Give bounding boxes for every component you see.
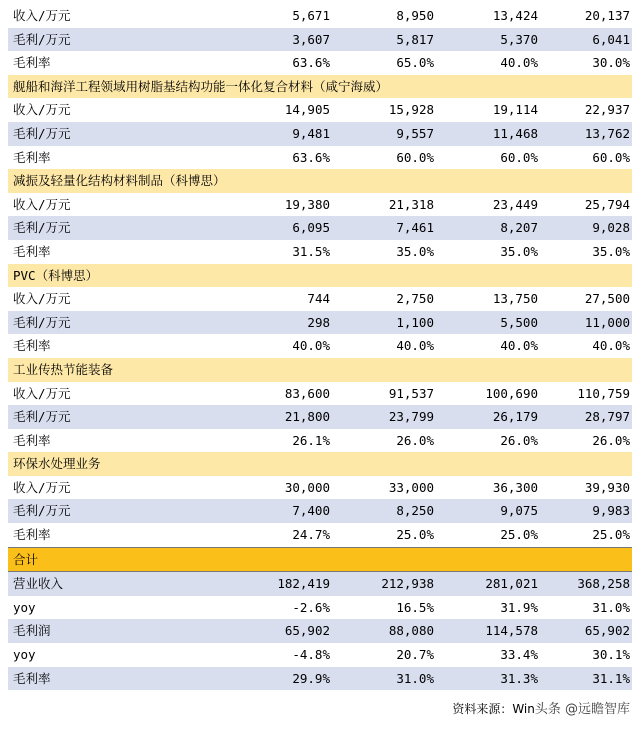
cell-value: 30.1% xyxy=(592,647,630,663)
cell-value: 2,750 xyxy=(396,291,434,307)
section-header-row xyxy=(8,75,632,99)
cell-value: 7,400 xyxy=(292,503,330,519)
cell-value: 19,114 xyxy=(492,102,538,118)
cell-value: 21,318 xyxy=(388,196,434,212)
cell-value: 83,600 xyxy=(284,385,330,401)
cell-value: 14,905 xyxy=(284,102,330,118)
cell-value: 60.0% xyxy=(500,149,538,165)
cell-value: 65,902 xyxy=(584,623,630,639)
cell-value: 65,902 xyxy=(284,623,330,639)
cell-value: 7,461 xyxy=(396,220,434,236)
row-label: 收入/万元 xyxy=(13,8,71,23)
cell-value: 35.0% xyxy=(592,243,630,259)
source-text: 资料来源：Win xyxy=(452,702,535,716)
cell-value: 26.0% xyxy=(592,432,630,448)
cell-value: 281,021 xyxy=(485,576,538,592)
cell-value: 26,179 xyxy=(492,409,538,425)
cell-value: 31.1% xyxy=(592,670,630,686)
cell-value: 26.0% xyxy=(396,432,434,448)
cell-value: 25.0% xyxy=(592,527,630,543)
row-label: 收入/万元 xyxy=(13,291,71,307)
section-header-row xyxy=(8,358,632,382)
cell-value: 30,000 xyxy=(284,479,330,495)
cell-value: 27,500 xyxy=(584,291,630,307)
cell-value: 63.6% xyxy=(292,149,330,165)
watermark: 头条 @远瞻智库 xyxy=(534,702,630,717)
table-row xyxy=(8,571,632,596)
cell-value: 40.0% xyxy=(292,338,330,354)
cell-value: 31.9% xyxy=(500,599,538,615)
row-label: 工业传热节能装备 xyxy=(13,361,114,377)
table-row xyxy=(8,98,632,122)
cell-value: 20,137 xyxy=(584,8,630,23)
table-row xyxy=(8,382,632,406)
row-label: 毛利润 xyxy=(13,623,51,639)
financial-table xyxy=(8,4,632,690)
cell-value: 29.9% xyxy=(292,670,330,686)
table-row xyxy=(8,429,632,453)
table-row xyxy=(8,334,632,358)
cell-value: 25.0% xyxy=(396,527,434,543)
cell-value: 33,000 xyxy=(388,479,434,495)
table-row xyxy=(8,619,632,643)
table-row xyxy=(8,476,632,500)
cell-value: 21,800 xyxy=(284,409,330,425)
cell-value: 40.0% xyxy=(500,55,538,71)
row-label: 毛利/万元 xyxy=(13,220,71,236)
table-row xyxy=(8,499,632,523)
cell-value: 36,300 xyxy=(492,479,538,495)
table-row xyxy=(8,667,632,691)
row-label: 毛利/万元 xyxy=(13,314,71,330)
table-row xyxy=(8,405,632,429)
cell-value: 5,500 xyxy=(500,314,538,330)
row-label: 毛利率 xyxy=(13,149,51,165)
cell-value: 9,075 xyxy=(500,503,538,519)
cell-value: 91,537 xyxy=(388,385,434,401)
cell-value: 9,028 xyxy=(592,220,630,236)
cell-value: 39,930 xyxy=(584,479,630,495)
cell-value: 11,468 xyxy=(492,125,538,141)
row-label: yoy xyxy=(13,647,36,663)
row-label: 毛利/万元 xyxy=(13,503,71,519)
row-label: 毛利率 xyxy=(13,670,51,686)
table-row xyxy=(8,311,632,335)
section-header-row xyxy=(8,169,632,193)
cell-value: 23,799 xyxy=(388,409,434,425)
cell-value: 60.0% xyxy=(396,149,434,165)
table-row xyxy=(8,287,632,311)
cell-value: -2.6% xyxy=(292,599,330,615)
row-label: 毛利率 xyxy=(13,338,51,354)
cell-value: 65.0% xyxy=(396,55,434,71)
row-label: 毛利/万元 xyxy=(13,31,71,47)
cell-value: 15,928 xyxy=(388,102,434,118)
cell-value: 31.5% xyxy=(292,243,330,259)
row-label: 毛利率 xyxy=(13,243,51,259)
table-row xyxy=(8,643,632,667)
row-label: 收入/万元 xyxy=(13,385,71,401)
table-row xyxy=(8,523,632,547)
cell-value: 16.5% xyxy=(396,599,434,615)
row-label: 舰船和海洋工程领域用树脂基结构功能一体化复合材料（咸宁海威） xyxy=(13,78,389,94)
row-label: 毛利/万元 xyxy=(13,125,71,141)
row-label: 合计 xyxy=(13,551,39,567)
table-row xyxy=(8,51,632,75)
cell-value: 20.7% xyxy=(396,647,434,663)
cell-value: 8,950 xyxy=(396,8,434,23)
table-row xyxy=(8,28,632,52)
cell-value: 13,762 xyxy=(584,125,630,141)
row-label: 毛利率 xyxy=(13,432,51,448)
cell-value: 9,557 xyxy=(396,125,434,141)
cell-value: 368,258 xyxy=(577,576,630,592)
cell-value: 22,937 xyxy=(584,102,630,118)
cell-value: 11,000 xyxy=(584,314,630,330)
cell-value: 35.0% xyxy=(500,243,538,259)
cell-value: 1,100 xyxy=(396,314,434,330)
row-label: 收入/万元 xyxy=(13,102,71,118)
row-label: 环保水处理业务 xyxy=(13,456,101,472)
cell-value: 31.3% xyxy=(500,670,538,686)
cell-value: 13,750 xyxy=(492,291,538,307)
cell-value: 5,817 xyxy=(396,31,434,47)
row-label: 收入/万元 xyxy=(13,196,71,212)
table-row xyxy=(8,193,632,217)
cell-value: 28,797 xyxy=(584,409,630,425)
cell-value: 182,419 xyxy=(277,576,330,592)
cell-value: 40.0% xyxy=(592,338,630,354)
table-row xyxy=(8,4,632,28)
cell-value: 9,983 xyxy=(592,503,630,519)
table-row xyxy=(8,596,632,620)
cell-value: 33.4% xyxy=(500,647,538,663)
cell-value: 9,481 xyxy=(292,125,330,141)
row-label: 减振及轻量化结构材料制品（科博思） xyxy=(13,173,226,189)
row-label: 毛利率 xyxy=(13,527,51,543)
cell-value: 298 xyxy=(307,314,330,330)
cell-value: 40.0% xyxy=(396,338,434,354)
cell-value: 114,578 xyxy=(485,623,538,639)
cell-value: 24.7% xyxy=(292,527,330,543)
cell-value: 6,095 xyxy=(292,220,330,236)
section-header-row xyxy=(8,452,632,476)
section-header-row xyxy=(8,264,632,288)
row-label: PVC（科博思） xyxy=(13,267,99,283)
cell-value: 8,207 xyxy=(500,220,538,236)
cell-value: 13,424 xyxy=(492,8,538,23)
cell-value: 23,449 xyxy=(492,196,538,212)
cell-value: 8,250 xyxy=(396,503,434,519)
cell-value: 100,690 xyxy=(485,385,538,401)
cell-value: -4.8% xyxy=(292,647,330,663)
cell-value: 5,370 xyxy=(500,31,538,47)
row-label: 毛利率 xyxy=(13,55,51,71)
table-row xyxy=(8,216,632,240)
cell-value: 25,794 xyxy=(584,196,630,212)
table-row xyxy=(8,122,632,146)
total-header-row xyxy=(8,547,632,572)
cell-value: 26.0% xyxy=(500,432,538,448)
table-row xyxy=(8,146,632,170)
cell-value: 63.6% xyxy=(292,55,330,71)
cell-value: 26.1% xyxy=(292,432,330,448)
cell-value: 3,607 xyxy=(292,31,330,47)
cell-value: 5,671 xyxy=(292,8,330,23)
row-label: 收入/万元 xyxy=(13,479,71,495)
cell-value: 212,938 xyxy=(381,576,434,592)
cell-value: 40.0% xyxy=(500,338,538,354)
cell-value: 31.0% xyxy=(396,670,434,686)
cell-value: 19,380 xyxy=(284,196,330,212)
source-note xyxy=(452,698,630,717)
cell-value: 30.0% xyxy=(592,55,630,71)
cell-value: 110,759 xyxy=(577,385,630,401)
cell-value: 35.0% xyxy=(396,243,434,259)
row-label: 毛利/万元 xyxy=(13,409,71,425)
cell-value: 6,041 xyxy=(592,31,630,47)
cell-value: 25.0% xyxy=(500,527,538,543)
cell-value: 744 xyxy=(307,291,330,307)
table-row xyxy=(8,240,632,264)
row-label: yoy xyxy=(13,599,36,615)
row-label: 营业收入 xyxy=(13,576,64,592)
cell-value: 88,080 xyxy=(388,623,434,639)
cell-value: 31.0% xyxy=(592,599,630,615)
cell-value: 60.0% xyxy=(592,149,630,165)
